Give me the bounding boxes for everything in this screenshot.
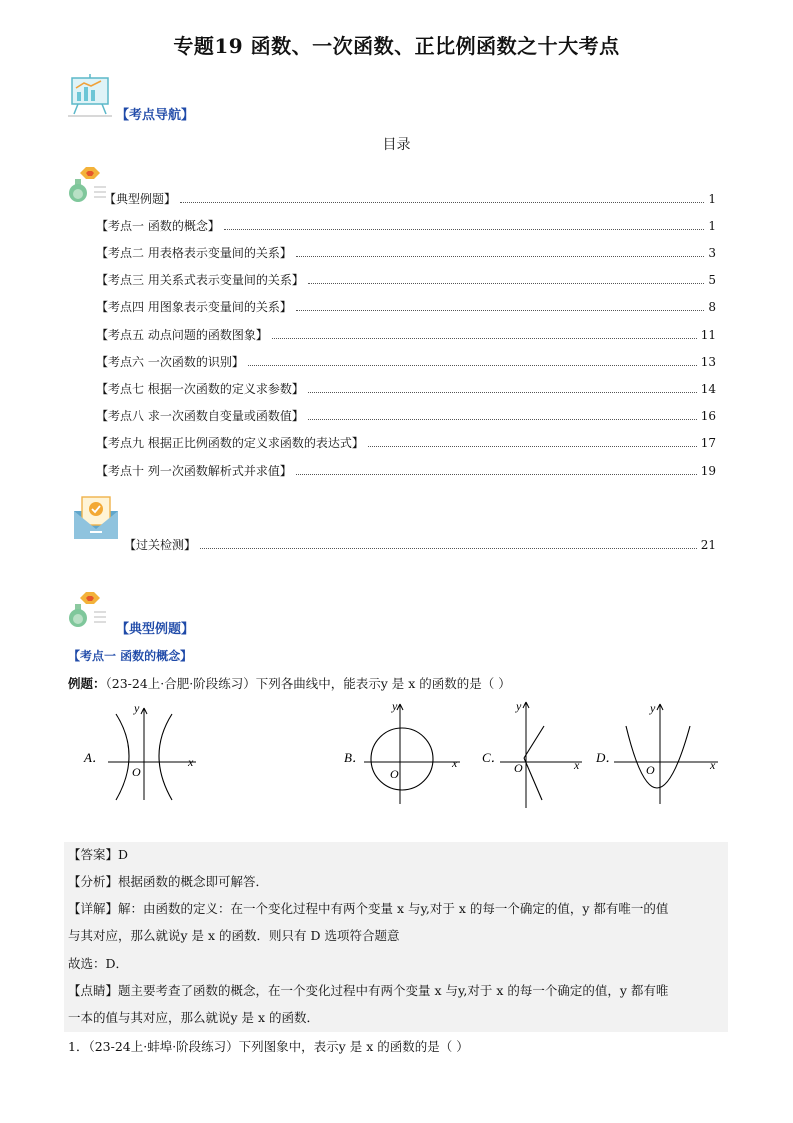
toc-item-label: 【典型例题】 bbox=[104, 192, 177, 206]
toc-item-kp8[interactable] bbox=[96, 407, 716, 425]
toc-item-label: 【考点六 一次函数的识别】 bbox=[96, 355, 244, 369]
toc-item-kp3[interactable] bbox=[96, 271, 716, 289]
toc-heading: 目录 bbox=[382, 137, 411, 153]
toc-item-label: 【考点三 用关系式表示变量间的关系】 bbox=[96, 273, 304, 287]
toc-item-page: 8 bbox=[708, 300, 716, 314]
toc-item-label: 【考点七 根据一次函数的定义求参数】 bbox=[96, 382, 304, 396]
option-a-label: A． bbox=[84, 750, 105, 765]
option-d-graph[interactable] bbox=[594, 700, 724, 810]
toc-item-page: 16 bbox=[700, 409, 716, 423]
axis-x-label: x bbox=[452, 756, 458, 770]
section-label: 【典型例题】 bbox=[116, 622, 195, 637]
toc-leader bbox=[296, 474, 697, 475]
axis-x-label: x bbox=[710, 758, 716, 772]
toc-item-kp6[interactable] bbox=[96, 353, 716, 371]
curve-right bbox=[159, 714, 172, 800]
toc-item-page: 21 bbox=[700, 538, 716, 552]
option-b-graph[interactable] bbox=[340, 700, 470, 810]
toc-item-label: 【考点八 求一次函数自变量或函数值】 bbox=[96, 409, 304, 423]
option-a-graph[interactable] bbox=[80, 700, 210, 810]
toc-item-page: 5 bbox=[708, 273, 716, 287]
choice-line: 故选：D． bbox=[68, 956, 129, 971]
option-b-label: B． bbox=[344, 750, 365, 765]
toc-item-kp9[interactable] bbox=[96, 434, 716, 452]
toc-item-checkup[interactable] bbox=[124, 536, 716, 554]
comment-line: 一本的值与其对应，那么就说y 是 x 的函数． bbox=[68, 1010, 320, 1025]
axis-x-label: x bbox=[574, 758, 580, 772]
axis-y-label: y bbox=[392, 700, 398, 713]
toc-item-page: 19 bbox=[700, 464, 716, 478]
envelope-check-icon bbox=[72, 493, 120, 541]
toc-item-page: 3 bbox=[708, 246, 716, 260]
detail-line: 【详解】解：由函数的定义：在一个变化过程中有两个变量 x 与y,对于 x 的每一个确定的值，y 都有唯一的值 bbox=[68, 901, 669, 916]
toc-item-label: 【考点十 列一次函数解析式并求值】 bbox=[96, 464, 292, 478]
toc-item-kp4[interactable] bbox=[96, 298, 716, 316]
page-title: 专题19 函数、一次函数、正比例函数之十大考点 bbox=[173, 34, 620, 58]
toc-leader bbox=[368, 446, 697, 447]
analysis-line: 【分析】根据函数的概念即可解答． bbox=[68, 874, 269, 889]
toc-item-label: 【考点四 用图象表示变量间的关系】 bbox=[96, 300, 292, 314]
axis-y-label: y bbox=[516, 700, 522, 713]
question-2: 1．（23-24上·蚌埠·阶段练习）下列图象中，表示y 是 x 的函数的是（ ） bbox=[68, 1039, 469, 1054]
toc-item-page: 11 bbox=[700, 328, 716, 342]
option-c-label: C． bbox=[482, 750, 504, 765]
kp1-label: 【考点一 函数的概念】 bbox=[68, 649, 193, 663]
toc-leader bbox=[224, 229, 705, 230]
axis-x-label: x bbox=[188, 755, 194, 769]
toc-leader bbox=[296, 256, 705, 257]
toc-item-page: 13 bbox=[700, 355, 716, 369]
toc-item-label: 【过关检测】 bbox=[124, 538, 197, 552]
flask-icon bbox=[66, 165, 108, 205]
flask-icon bbox=[66, 590, 108, 630]
curve-left bbox=[116, 714, 129, 800]
toc-leader bbox=[200, 548, 697, 549]
answer-line: 【答案】D bbox=[68, 847, 129, 862]
origin-label: O bbox=[514, 761, 523, 775]
toc-item-label: 【考点九 根据正比例函数的定义求函数的表达式】 bbox=[96, 436, 364, 450]
toc-leader bbox=[308, 419, 697, 420]
toc-item-page: 17 bbox=[700, 436, 716, 450]
toc-item-page: 1 bbox=[708, 192, 716, 206]
origin-label: O bbox=[132, 765, 141, 779]
toc-item-kp1[interactable] bbox=[96, 217, 716, 235]
toc-leader bbox=[248, 365, 697, 366]
ray-down bbox=[524, 758, 542, 800]
option-d-label: D． bbox=[596, 750, 619, 765]
toc-item-label: 【考点一 函数的概念】 bbox=[96, 219, 220, 233]
circle-curve bbox=[371, 728, 433, 790]
nav-label: 【考点导航】 bbox=[116, 108, 195, 123]
detail-line: 与其对应，那么就说y 是 x 的函数．则只有 D 选项符合题意 bbox=[68, 928, 400, 943]
example-question bbox=[68, 674, 511, 692]
axis-y-label: y bbox=[134, 701, 140, 715]
ray-up bbox=[524, 726, 544, 758]
origin-label: O bbox=[390, 767, 399, 781]
toc-item-kp7[interactable] bbox=[96, 380, 716, 398]
toc-item-typical[interactable] bbox=[104, 190, 716, 208]
toc-item-page: 14 bbox=[700, 382, 716, 396]
chart-board-icon bbox=[68, 72, 112, 118]
toc-leader bbox=[296, 310, 705, 311]
toc-leader bbox=[308, 283, 705, 284]
parabola-curve bbox=[626, 726, 690, 788]
option-c-graph[interactable] bbox=[478, 700, 588, 810]
toc-item-page: 1 bbox=[708, 219, 716, 233]
comment-line: 【点睛】题主要考查了函数的概念，在一个变化过程中有两个变量 x 与y,对于 x 的每一个确定的值，y 都有唯 bbox=[68, 983, 669, 998]
toc-item-kp5[interactable] bbox=[96, 326, 716, 344]
toc-leader bbox=[272, 338, 697, 339]
toc-item-kp2[interactable] bbox=[96, 244, 716, 262]
example-text: （23-24上·合肥·阶段练习）下列各曲线中，能表示y 是 x 的函数的是（ ） bbox=[105, 676, 511, 691]
toc-item-label: 【考点五 动点问题的函数图象】 bbox=[96, 328, 268, 342]
toc-item-kp10[interactable] bbox=[96, 462, 716, 480]
example-prefix: 例题： bbox=[68, 676, 106, 691]
toc-leader bbox=[308, 392, 697, 393]
toc-leader bbox=[180, 202, 704, 203]
axis-y-label: y bbox=[650, 701, 656, 715]
toc-item-label: 【考点二 用表格表示变量间的关系】 bbox=[96, 246, 292, 260]
origin-label: O bbox=[646, 763, 655, 777]
